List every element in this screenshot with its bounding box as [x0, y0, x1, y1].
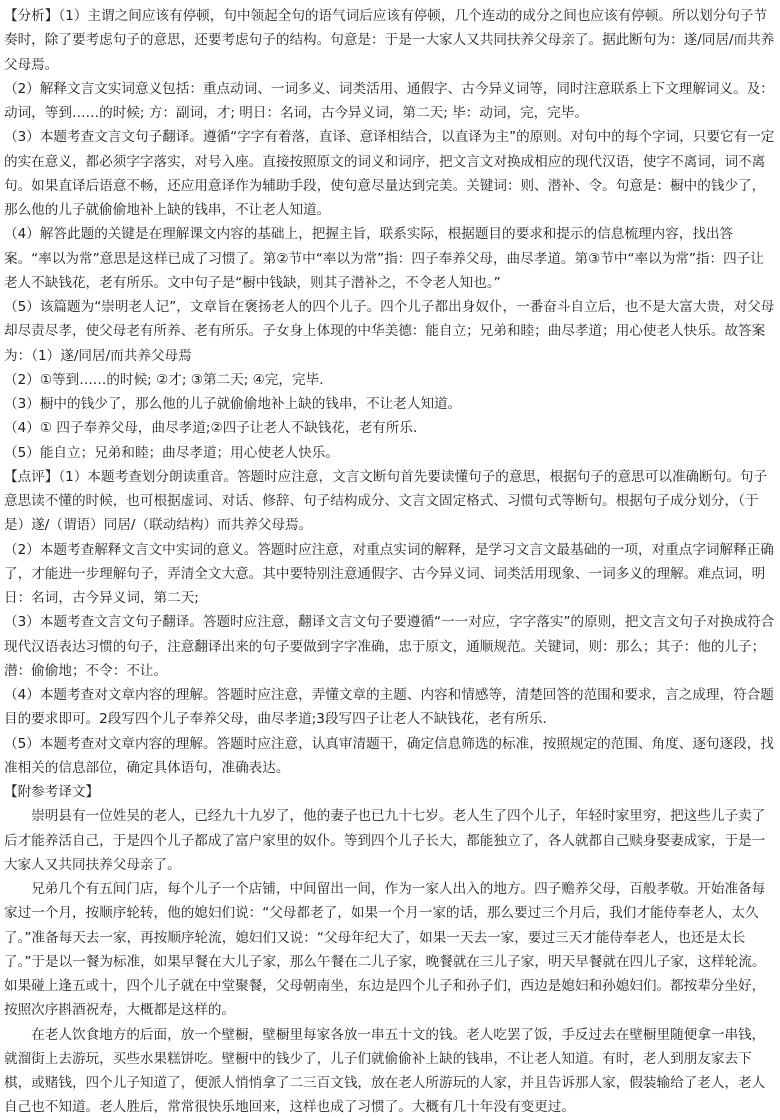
analysis-paragraph-5: （5）该篇题为“崇明老人记”，文章旨在褒扬老人的四个儿子。四个儿子都出身奴仆，一番奋斗自立后，也不是大富大贵，对父母却尽责尽孝，使父母老有所养、老有所乐。子女身上体现的中华美德：能自立；兄弟和睦；曲尽孝道；用心使老人快乐。故答案为：（1）遂/同居/而共养父母焉 [4, 299, 775, 364]
comment-paragraph-1: 【点评】（1）本题考查划分朗读重音。答题时应注意，文言文断句首先要读懂句子的意思，根据句子的意思可以准确断句。句子意思读不懂的时候，也可根据虚词、对话、修辞、句子结构成分、文言文固定格式、习惯句式等断句。根据句子成分划分，（于是）遂/（谓语）同居/（联动结构）而共养父母焉。 [4, 468, 768, 534]
comment-paragraph-4: （4）本题考查对文章内容的理解。答题时应注意，弄懂文章的主题、内容和情感等，清楚回答的范围和要求，言之成理，符合题目的要求即可。2段写四个儿子奉养父母，曲尽孝道;3段写四子让老人不缺钱花，老有所乐. [4, 687, 774, 728]
analysis-paragraph-3: （3）本题考查文言文句子翻译。遵循“字字有着落，直译、意译相结合，以直译为主”的原则。对句中的每个字词，只要它有一定的实在意义，都必须字字落实，对号入座。直接按照原文的词义和词序，把文言文对换成相应的现代汉语，使字不离词，词不离句。如果直译后语意不畅，还应用意译作为辅助手段，使句意尽量达到完美。关键词：则、潜补、令。句意是：橱中的钱少了，那么他的儿子就偷偷地补上缺的钱串，不让老人知道。 [4, 129, 775, 218]
comment-paragraph-2: （2）本题考查解释文言文中实词的意义。答题时应注意，对重点实词的解释，是学习文言文最基础的一项，对重点字词解释正确了，才能进一步理解句子，弄清全文大意。其中要特别注意通假字、古今异义词、词类活用现象、一词多义的理解。难点词，明日：名词，古今异义词，第二天; [4, 541, 774, 606]
answer-5: （5）能自立；兄弟和睦；曲尽孝道；用心使老人快乐。 [4, 444, 339, 461]
translation-paragraph-3: 在老人饮食地方的后面，放一个壁橱，壁橱里每家各放一串五十文的钱。老人吃罢了饭，手反过去在壁橱里随便拿一串钱，就溜街上去游玩，买些水果糕饼吃。壁橱中的钱少了，儿子们就偷偷补上缺的钱串，不让老人知道。有时，老人到朋友家去下棋，或赌钱，四个儿子知道了，便派人悄悄拿了二三百文钱，放在老人所游玩的人家，并且告诉那人家，假装输给了老人，老人自己也不知道。老人胜后，常常很快乐地回来，这样也成了习惯了。大概有几十年没有变更过。 [4, 1026, 766, 1116]
answer-2: （2）①等到……的时候; ②才; ③第二天; ④完，完毕. [4, 371, 324, 388]
comment-paragraph-5: （5）本题考查对文章内容的理解。答题时应注意，认真审清题干，确定信息筛选的标准，按照规定的范围、角度、逐句逐段，找准相关的信息部位，确定具体语句，准确表达。 [4, 735, 774, 776]
translation-paragraph-2: 兄弟几个有五间门店，每个儿子一个店铺，中间留出一间，作为一家人出入的地方。四子赡养父母，百般孝敬。开始准备每家过一个月，按顺序轮转，他的媳妇们说：“父母都老了，如果一个月一家的话，那么要过三个月后，我们才能侍奉老人，太久了。”准备每天去一家，再按顺序轮流，媳妇们又说：“父母年纪大了，如果一天去一家，要过三天才能侍奉老人，也还是太长了。”于是以一餐为标准，如果早餐在大儿子家，那么午餐在二儿子家，晚餐就在三儿子家，明天早餐就在四儿子家，这样轮流。如果碰上逢五或十，四个儿子就在中堂聚餐，父母朝南坐，东边是四个儿子和孙子们，西边是媳妇和孙媳妇们。都按辈分坐好，按照次序斟酒祝寿，大概都是这样的。 [4, 881, 766, 1019]
analysis-paragraph-1: 【分析】（1）主谓之间应该有停顿，句中领起全句的语气词后应该有停顿，几个连动的成分之间也应该有停顿。所以划分句子节奏时，除了要考虑句子的意思，还要考虑句子的结构。句意是：于是一大家人又共同扶养父母亲了。据此断句为：遂/同居/而共养父母焉。 [4, 8, 775, 73]
comment-paragraph-3: （3）本题考查文言文句子翻译。答题时应注意，翻译文言文句子要遵循“一一对应，字字落实”的原则，把文言文句子对换成符合现代汉语表达习惯的句子，注意翻译出来的句子要做到字字准确，忠于原文，通顺规范。关键词，则：那么；其子：他的儿子；潜：偷偷地；不令：不让。 [4, 614, 775, 679]
translation-paragraph-1: 崇明县有一位姓吴的老人，已经九十九岁了，他的妻子也已九十七岁。老人生了四个儿子，年轻时家里穷，把这些儿子卖了后才能养活自己，于是四个儿子都成了富户家里的奴仆。等到四个儿子长大，都能独立了，各人就都自己赎身娶妻成家，于是一大家人又共同扶养父母亲了。 [4, 808, 766, 873]
analysis-paragraph-4: （4）解答此题的关键是在理解课文内容的基础上，把握主旨，联系实际，根据题目的要求和提示的信息梳理内容，找出答案。“率以为常”意思是这样已成了习惯了。第②节中“率以为常”指：四子奉养父母，曲尽孝道。第③节中“率以为常”指：四子让老人不缺钱花，老有所乐。文中句子是“橱中钱缺，则其子潜补之，不令老人知也。” [4, 226, 764, 291]
answer-3: （3）橱中的钱少了，那么他的儿子就偷偷地补上缺的钱串，不让老人知道。 [4, 396, 462, 412]
analysis-paragraph-2: （2）解释文言文实词意义包括：重点动词、一词多义、词类活用、通假字、古今异义词等，同时注意联系上下文理解词义。及：动词，等到……的时候; 方：副词，才; 明日：名词，古今异义词，第二天; 毕：动词，完，完毕。 [4, 80, 774, 121]
answer-4: （4）① 四子奉养父母，曲尽孝道;②四子让老人不缺钱花，老有所乐. [4, 420, 418, 437]
translation-heading: 【附参考译文】 [4, 784, 100, 800]
